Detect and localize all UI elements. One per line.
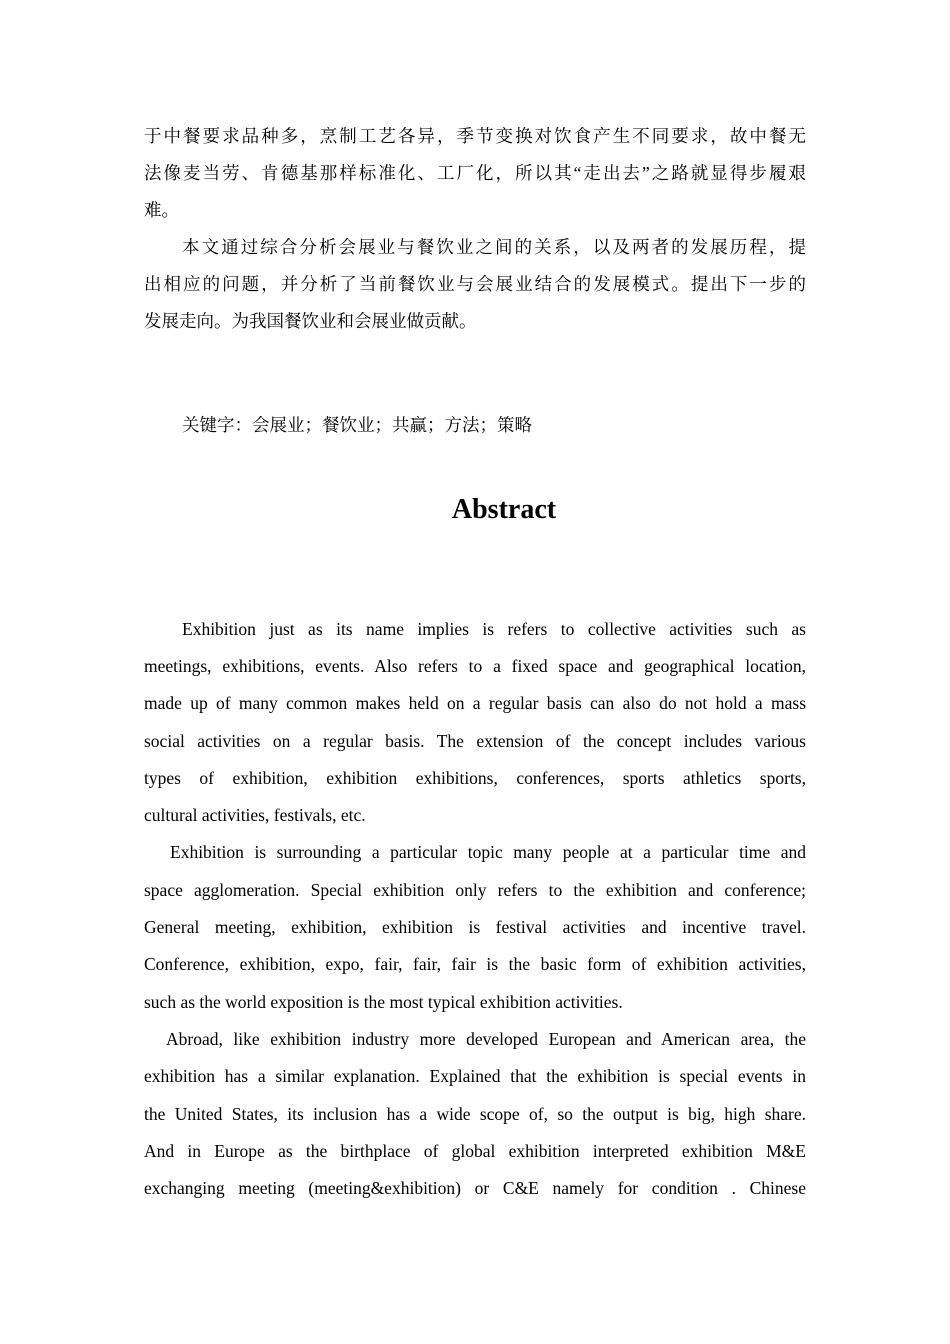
text-line: Exhibition is surrounding a particular topic many people at a particular time and xyxy=(170,842,806,862)
text-line: Abroad, like exhibition industry more developed European and American area, the xyxy=(166,1029,806,1049)
text-line: 发展走向。为我国餐饮业和会展业做贡献。 xyxy=(144,311,477,331)
text-line: 于中餐要求品种多，烹制工艺各异，季节变换对饮食产生不同要求，故中餐无 xyxy=(144,126,806,146)
abstract-title: Abstract xyxy=(451,494,557,525)
keywords: 关键字：会展业；餐饮业；共赢；方法；策略 xyxy=(182,415,532,435)
text-line: 难。 xyxy=(144,200,179,220)
text-line: Exhibition just as its name implies is refers to collective activities such as xyxy=(182,619,806,639)
text-line: such as the world exposition is the most typical exhibition activities. xyxy=(144,992,623,1012)
text-line: Conference, exhibition, expo, fair, fair, fair is the basic form of exhibition activities, xyxy=(144,954,806,974)
text-line: And in Europe as the birthplace of global exhibition interpreted exhibition M&E xyxy=(144,1141,806,1161)
text-line: exhibition has a similar explanation. Explained that the exhibition is special events in xyxy=(144,1066,806,1086)
text-line: types of exhibition, exhibition exhibitions, conferences, sports athletics sports, xyxy=(144,768,806,788)
text-line: 本文通过综合分析会展业与餐饮业之间的关系，以及两者的发展历程，提 xyxy=(182,237,806,257)
text-line: social activities on a regular basis. The extension of the concept includes various xyxy=(144,731,806,751)
text-line: the United States, its inclusion has a wide scope of, so the output is big, high share. xyxy=(144,1104,806,1124)
text-line: 出相应的问题，并分析了当前餐饮业与会展业结合的发展模式。提出下一步的 xyxy=(144,274,806,294)
text-line: meetings, exhibitions, events. Also refers to a fixed space and geographical location, xyxy=(144,656,806,676)
text-line: cultural activities, festivals, etc. xyxy=(144,805,366,825)
text-line: space agglomeration. Special exhibition only refers to the exhibition and conference; xyxy=(144,880,806,900)
text-line: made up of many common makes held on a regular basis can also do not hold a mass xyxy=(144,693,806,713)
text-line: 法像麦当劳、肯德基那样标准化、工厂化，所以其“走出去”之路就显得步履艰 xyxy=(144,163,806,183)
text-line: General meeting, exhibition, exhibition is festival activities and incentive travel. xyxy=(144,917,806,937)
text-line: exchanging meeting (meeting&exhibition) or C&E namely for condition . Chinese xyxy=(144,1178,806,1198)
